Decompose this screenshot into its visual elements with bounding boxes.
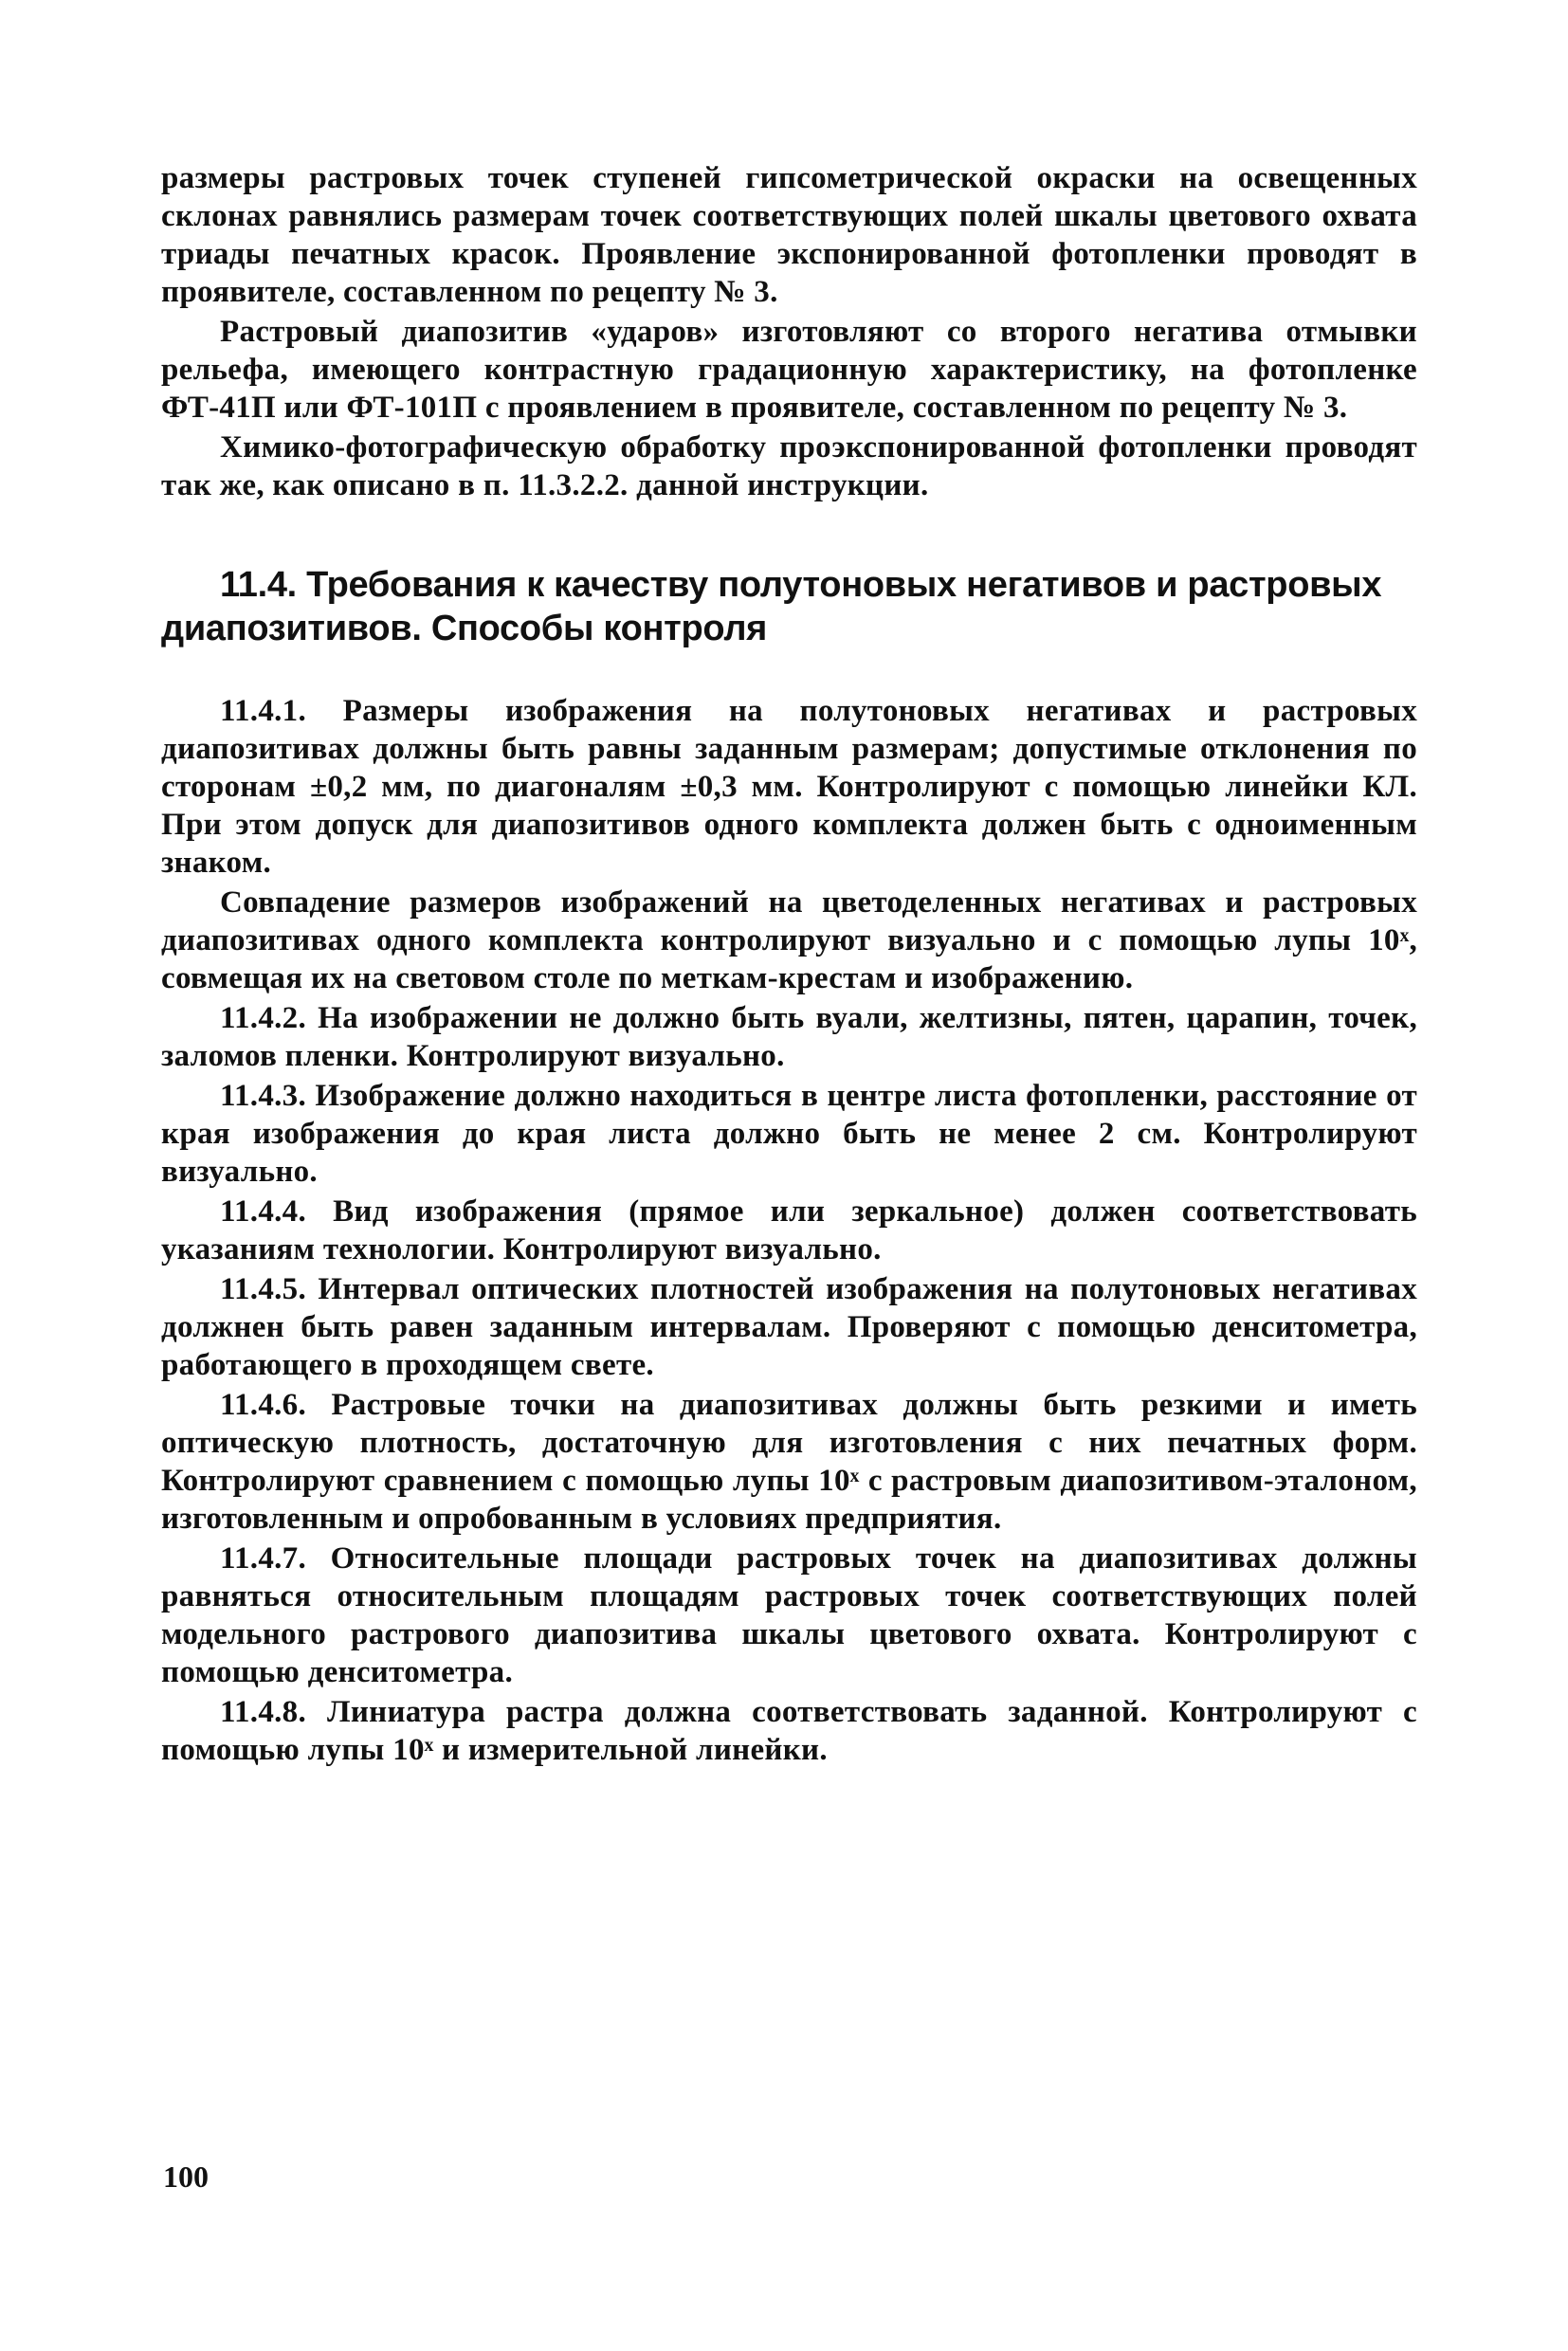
intro-paragraph-1: размеры растровых точек ступеней гипсометрической окраски на освещенных склонах равнялись размерам точек соответствующих полей шкалы цветового охвата триады печатных красок. Проявление экспонированной фотопленки проводят в проявителе, составленном по рецепту № 3. (161, 161, 1417, 309)
paragraph-11-4-4: 11.4.4. Вид изображения (прямое или зеркальное) должен соответствовать указаниям технологии. Контролируют визуально. (161, 1194, 1417, 1267)
paragraph-11-4-5: 11.4.5. Интервал оптических плотностей изображения на полутоновых негативах должнен быть равен заданным интервалам. Проверяют с помощью денситометра, работающего в проходящем свете. (161, 1272, 1417, 1382)
intro-paragraph-2: Растровый диапозитив «ударов» изготовляют со второго негатива отмывки рельефа, имеющего контрастную градационную характеристику, на фотопленке ФТ-41П или ФТ-101П с проявлением в проявителе, составленном по рецепту № 3. (161, 315, 1417, 425)
page-number: 100 (163, 2160, 209, 2194)
paragraph-size-match: Совпадение размеров изображений на цветоделенных негативах и растровых диапозитивах одного комплекта контролируют визуально и с помощью лупы 10ˣ, совмещая их на световом столе по меткам-крестам и изображению. (161, 885, 1417, 995)
paragraph-11-4-1: 11.4.1. Размеры изображения на полутоновых негативах и растровых диапозитивах должны быть равны заданным размерам; допустимые отклонения по сторонам ±0,2 мм, по диагоналям ±0,3 мм. Контролируют с помощью линейки КЛ. При этом допуск для диапозитивов одного комплекта должен быть с одноименным знаком. (161, 694, 1417, 880)
text-block (161, 159, 1417, 1769)
intro-paragraph-3: Химико-фотографическую обработку проэкспонированной фотопленки проводят так же, как описано в п. 11.3.2.2. данной инструкции. (161, 430, 1417, 502)
paragraph-11-4-2: 11.4.2. На изображении не должно быть вуали, желтизны, пятен, царапин, точек, заломов пленки. Контролируют визуально. (161, 1001, 1417, 1073)
paragraph-11-4-3: 11.4.3. Изображение должно находиться в центре листа фотопленки, расстояние от края изображения до края листа должно быть не менее 2 см. Контролируют визуально. (161, 1079, 1417, 1189)
paragraph-11-4-8: 11.4.8. Линиатура растра должна соответствовать заданной. Контролируют с помощью лупы 10ˣ и измерительной линейки. (161, 1695, 1417, 1767)
section-heading: 11.4. Требования к качеству полутоновых негативов и растровых диапозитивов. Способы контроля (161, 565, 1382, 648)
paragraph-11-4-6: 11.4.6. Растровые точки на диапозитивах должны быть резкими и иметь оптическую плотность, достаточную для изготовления с них печатных форм. Контролируют сравнением с помощью лупы 10ˣ с растровым диапозитивом-эталоном, изготовленным и опробованным в условиях предприятия. (161, 1388, 1417, 1536)
paragraph-11-4-7: 11.4.7. Относительные площади растровых точек на диапозитивах должны равняться относительным площадям растровых точек соответствующих полей модельного растрового диапозитива шкалы цветового охвата. Контролируют с помощью денситометра. (161, 1541, 1417, 1689)
